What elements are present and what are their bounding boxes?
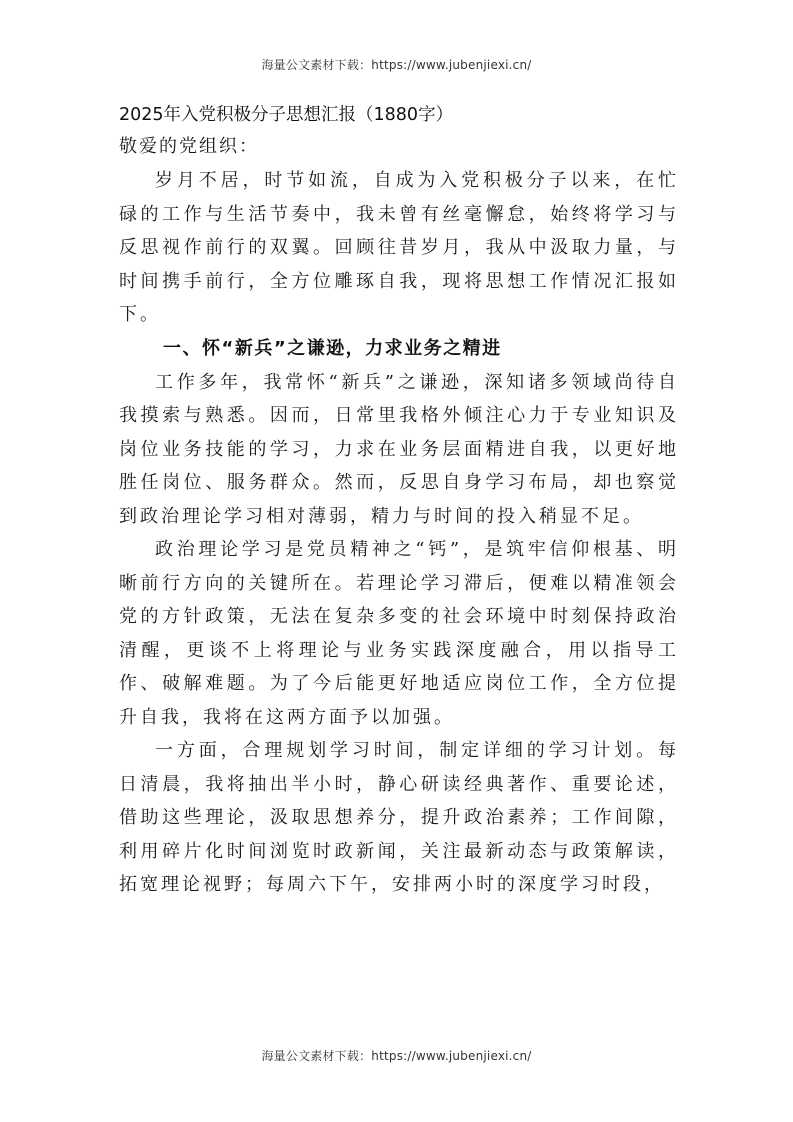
page-footer: 海量公文素材下载：https://www.jubenjiexi.cn/ <box>261 1049 532 1063</box>
document-body <box>119 100 679 902</box>
salutation: 敬爱的党组织： <box>119 136 259 157</box>
page-header: 海量公文素材下载：https://www.jubenjiexi.cn/ <box>261 58 532 72</box>
section1-paragraph-1: 工作多年，我常怀“新兵”之谦逊，深知诸多领域尚待自我摸索与熟悉。因而，日常里我格外倾注心力于专业知识及岗位业务技能的学习，力求在业务层面精进自我，以更好地胜任岗位、服务群众。然而，反思自身学习布局，却也察觉到政治理论学习相对薄弱，精力与时间的投入稍显不足。 <box>119 371 679 527</box>
intro-paragraph: 岁月不居，时节如流，自成为入党积极分子以来，在忙碌的工作与生活节奏中，我未曾有丝毫懈怠，始终将学习与反思视作前行的双翼。回顾往昔岁月，我从中汲取力量，与时间携手前行，全方位雕琢自我，现将思想工作情况汇报如下。 <box>119 170 679 325</box>
section1-paragraph-2: 政治理论学习是党员精神之“钙”，是筑牢信仰根基、明晰前行方向的关键所在。若理论学习滞后，便难以精准领会党的方针政策，无法在复杂多变的社会环境中时刻保持政治清醒，更谈不上将理论与业务实践深度融合，用以指导工作、破解难题。为了今后能更好地适应岗位工作，全方位提升自我，我将在这两方面予以加强。 <box>119 539 679 728</box>
document-title: 2025年入党积极分子思想汇报（1880字） <box>119 105 454 125</box>
section1-paragraph-3: 一方面，合理规划学习时间，制定详细的学习计划。每日清晨，我将抽出半小时，静心研读经典著作、重要论述，借助这些理论，汲取思想养分，提升政治素养；工作间隙，利用碎片化时间浏览时政新闻，关注最新动态与政策解读，拓宽理论视野；每周六下午，安排两小时的深度学习时段， <box>119 740 679 895</box>
section-heading-1: 一、怀“新兵”之谦逊，力求业务之精进 <box>163 337 502 359</box>
